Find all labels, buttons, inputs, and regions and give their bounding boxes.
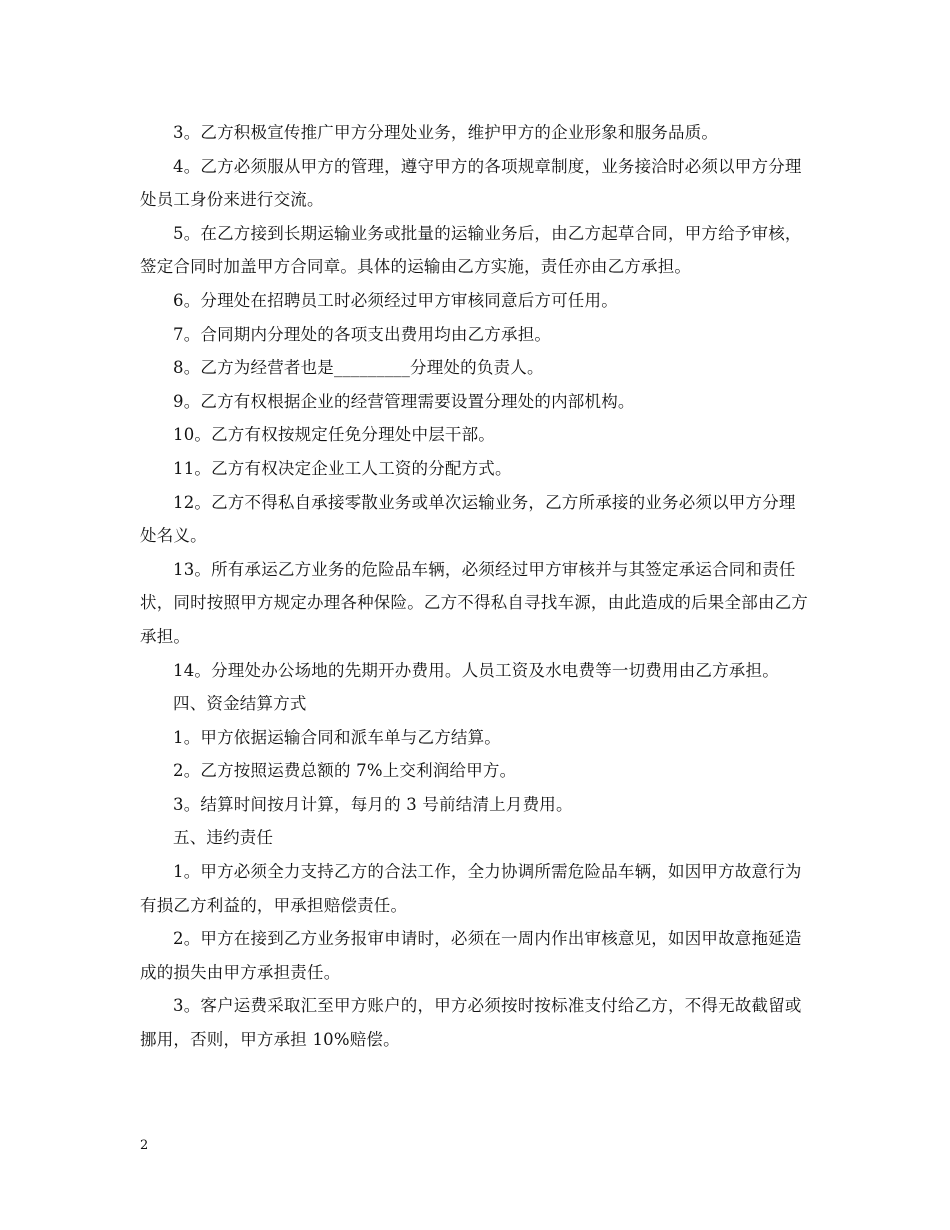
paragraph: 4。乙方必须服从甲方的管理，遵守甲方的各项规章制度，业务接洽时必须以甲方分理处员工身份来进行交流。 <box>140 156 802 210</box>
paragraph: 3。乙方积极宣传推广甲方分理处业务，维护甲方的企业形象和服务品质。 <box>173 123 719 142</box>
paragraph: 2。乙方按照运费总额的 7%上交利润给甲方。 <box>173 761 517 781</box>
paragraph: 10。乙方有权按规定任免分理处中层干部。 <box>173 425 495 445</box>
document-body <box>140 116 812 1057</box>
paragraph: 12。乙方不得私自承接零散业务或单次运输业务，乙方所承接的业务必须以甲方分理处名义。 <box>140 492 796 546</box>
paragraph: 14。分理处办公场地的先期开办费用。人员工资及水电费等一切费用由乙方承担。 <box>173 660 779 680</box>
section-heading: 五、违约责任 <box>173 828 274 848</box>
paragraph: 6。分理处在招聘员工时必须经过甲方审核同意后方可任用。 <box>173 290 618 310</box>
paragraph: 5。在乙方接到长期运输业务或批量的运输业务后，由乙方起草合同，甲方给予审核，签定合同时加盖甲方合同章。具体的运输由乙方实施，责任亦由乙方承担。 <box>140 223 802 277</box>
paragraph: 3。客户运费采取汇至甲方账户的，甲方必须按时按标准支付给乙方，不得无故截留或挪用，否则，甲方承担 10%赔偿。 <box>140 996 802 1050</box>
paragraph: 13。所有承运乙方业务的危险品车辆，必须经过甲方审核并与其签定承运合同和责任状，同时按照甲方规定办理各种保险。乙方不得私自寻找车源，由此造成的后果全部由乙方承担。 <box>140 559 808 646</box>
paragraph: 1。甲方依据运输合同和派车单与乙方结算。 <box>173 727 501 747</box>
section-heading: 四、资金结算方式 <box>173 694 307 714</box>
paragraph: 1。甲方必须全力支持乙方的合法工作，全力协调所需危险品车辆，如因甲方故意行为有损乙方利益的，甲承担赔偿责任。 <box>140 862 802 915</box>
paragraph: 7。合同期内分理处的各项支出费用均由乙方承担。 <box>173 324 552 344</box>
paragraph: 3。结算时间按月计算，每月的 3 号前结清上月费用。 <box>173 794 573 814</box>
page-number: 2 <box>140 1138 149 1153</box>
paragraph: 11。乙方有权决定企业工人工资的分配方式。 <box>173 458 512 478</box>
paragraph: 8。乙方为经营者也是_________分理处的负责人。 <box>173 358 544 378</box>
paragraph: 9。乙方有权根据企业的经营管理需要设置分理处的内部机构。 <box>173 391 635 411</box>
paragraph: 2。甲方在接到乙方业务报审申请时，必须在一周内作出审核意见，如因甲故意拖延造成的损失由甲方承担责任。 <box>140 929 802 982</box>
